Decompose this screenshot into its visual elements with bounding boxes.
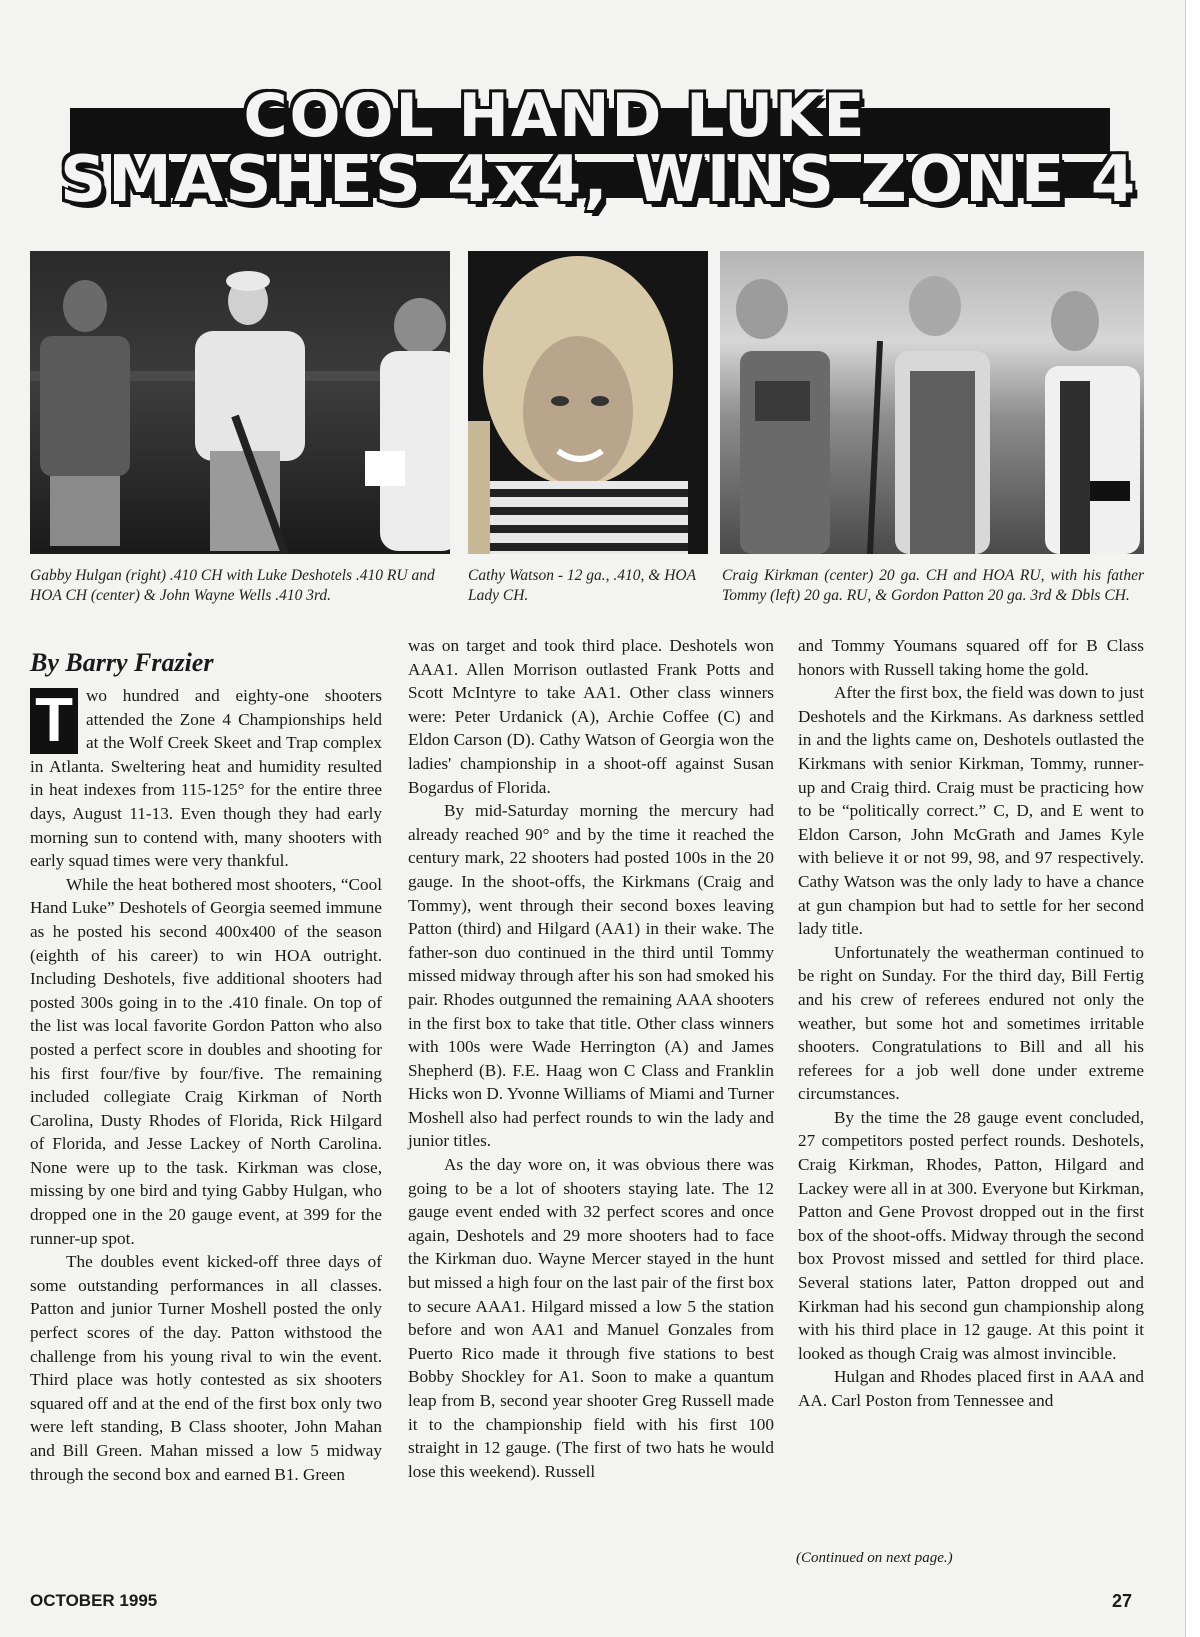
- article-paragraph: The doubles event kicked-off three days of some outstanding performances in all classes. Patton and junior Turner Moshell posted the only perfect scores of the day. Patton withstood the challenge from his young rival to win the event. Third place was hotly contested as six shooters squared off and at the end of the first box only two were left standing, B Class shooter, John Mahan and Bill Green. Mahan missed a low 5 midway through the second box and earned B1. Green: [30, 1252, 382, 1484]
- byline: By Barry Frazier: [30, 648, 214, 677]
- article-paragraph: [30, 684, 382, 873]
- photo-cathy-watson: [468, 251, 708, 554]
- photo-caption-3: Craig Kirkman (center) 20 ga. CH and HOA RU, with his father Tommy (left) 20 ga. RU, & Gordon Patton 20 ga. 3rd & Dbls CH.: [722, 567, 1144, 604]
- article-paragraph: By mid-Saturday morning the mercury had already reached 90° and by the time it reached the century mark, 22 shooters had posted 100s in the 20 gauge. In the shoot-offs, the Kirkmans (Craig and Tommy), went through their second boxes leaving Patton (third) and Hilgard (AA1) in their wake. The father-son duo continued in the third until Tommy missed midway through after his son had smoked his pair. Rhodes outgunned the remaining AAA shooters in the first box to take that title. Other class winners with 100s were Wade Herrington (A) and James Shepherd (B). F.E. Haag won C Class and Franklin Hicks won D. Yvonne Williams of Miami and Turner Moshell also had perfect rounds to win the lady and junior titles.: [408, 801, 774, 1151]
- binding-edge: [1185, 0, 1200, 1637]
- article-paragraph: By the time the 28 gauge event concluded, 27 competitors posted perfect rounds. Deshotels, Craig Kirkman, Rhodes, Patton, Hilgard and Lackey were all in at 300. Everyone but Kirkman, Patton and Gene Provost dropped out in the first box of the shoot-offs. Midway through the second box Provost missed and settled for third place. Several stations later, Patton dropped out and Kirkman had his second gun championship along with his third place in 12 gauge. At this point it looked as though Craig was almost invincible.: [798, 1107, 1144, 1363]
- page-number: 27: [1112, 1591, 1133, 1611]
- photo-caption-2: Cathy Watson - 12 ga., .410, & HOA Lady CH.: [468, 567, 696, 604]
- article-column-1: [30, 684, 382, 1486]
- headline: [60, 81, 1138, 217]
- article-column-3: [798, 634, 1144, 1413]
- photo-caption-1: Gabby Hulgan (right) .410 CH with Luke Deshotels .410 RU and HOA CH (center) & John Wayne Wells .410 3rd.: [30, 567, 435, 604]
- article-paragraph: was on target and took third place. Deshotels won AAA1. Allen Morrison outlasted Frank Potts and Scott McIntyre to take AA1. Other class winners were: Peter Urdanick (A), Archie Coffee (C) and Eldon Carson (D). Cathy Watson of Georgia won the ladies' championship in a shoot-off against Susan Bogardus of Florida.: [408, 636, 774, 797]
- issue-date: OCTOBER 1995: [30, 1591, 158, 1610]
- article-paragraph: Unfortunately the weatherman continued to be right on Sunday. For the third day, Bill Fertig and his crew of referees endured not only the weather, but some hot and sometimes irritable shooters. Congratulations to Bill and all his referees for a job well done under extreme circumstances.: [798, 942, 1144, 1104]
- drop-cap: T: [30, 688, 78, 754]
- headline-line-2: SMASHES 4x4, WINS ZONE 4: [60, 143, 1138, 217]
- paragraph-text: wo hundred and eighty-one shooters attended the Zone 4 Championships held at the Wolf Creek Skeet and Trap complex in Atlanta. Sweltering heat and humidity resulted in heat indexes from 115-125° for the entire three days, August 11-13. Even though they had early morning sun to contend with, many shooters with early squad times were very thankful.: [30, 686, 382, 871]
- article-paragraph: After the first box, the field was down to just Deshotels and the Kirkmans. As darkness settled in and the lights came on, Deshotels outlasted the Kirkmans with senior Kirkman, Tommy, runner-up and Craig third. Craig must be practicing how to be “politically correct.” C, D, and E went to Eldon Carson, John McGrath and James Kyle with believe it or not 99, 98, and 97 respectively. Cathy Watson was the only lady to have a chance at gun champion but had to settle for her second lady title.: [798, 683, 1144, 939]
- article-paragraph: As the day wore on, it was obvious there was going to be a lot of shooters staying late. The 12 gauge event ended with 32 perfect scores and once again, Deshotels and 29 more shooters had to face the Kirkman duo. Wayne Mercer stayed in the hunt but missed a high four on the last pair of the first box to secure AAA1. Hilgard missed a low 5 the station before and won AA1 and Manuel Gonzales from Puerto Rico made it through five stations to best Bobby Shockley for A1. Soon to make a quantum leap from B, second year shooter Greg Russell made it to the championship field with his first 100 straight in 12 gauge. (The first of two hats he would lose this weekend). Russell: [408, 1155, 774, 1481]
- photo-kirkman-family: [720, 251, 1144, 554]
- article-paragraph: Hulgan and Rhodes placed first in AAA and AA. Carl Poston from Tennessee and: [798, 1367, 1144, 1410]
- continued-note: (Continued on next page.): [796, 1550, 953, 1566]
- headline-line-1: COOL HAND LUKE: [243, 81, 867, 151]
- article-paragraph: While the heat bothered most shooters, “Cool Hand Luke” Deshotels of Georgia seemed immune as he posted his second 400x400 of the season (eighth of his career) to win HOA outright. Including Deshotels, five additional shooters had posted 300s going in to the .410 finale. On top of the list was local favorite Gordon Patton who also posted a perfect score in doubles and shooting for his first four/five by four/five. The remaining included collegiate Craig Kirkman of North Carolina, Dusty Rhodes of Florida, Rick Hilgard of Florida, and Jesse Lackey of North Carolina. None were up to the task. Kirkman was close, missing by one bird and tying Gabby Hulgan, who dropped one in the 20 gauge event, at 399 for the runner-up spot.: [30, 874, 382, 1248]
- photo-three-shooters-night: [30, 251, 450, 554]
- article-paragraph: and Tommy Youmans squared off for B Class honors with Russell taking home the gold.: [798, 636, 1144, 679]
- article-column-2: [408, 634, 774, 1483]
